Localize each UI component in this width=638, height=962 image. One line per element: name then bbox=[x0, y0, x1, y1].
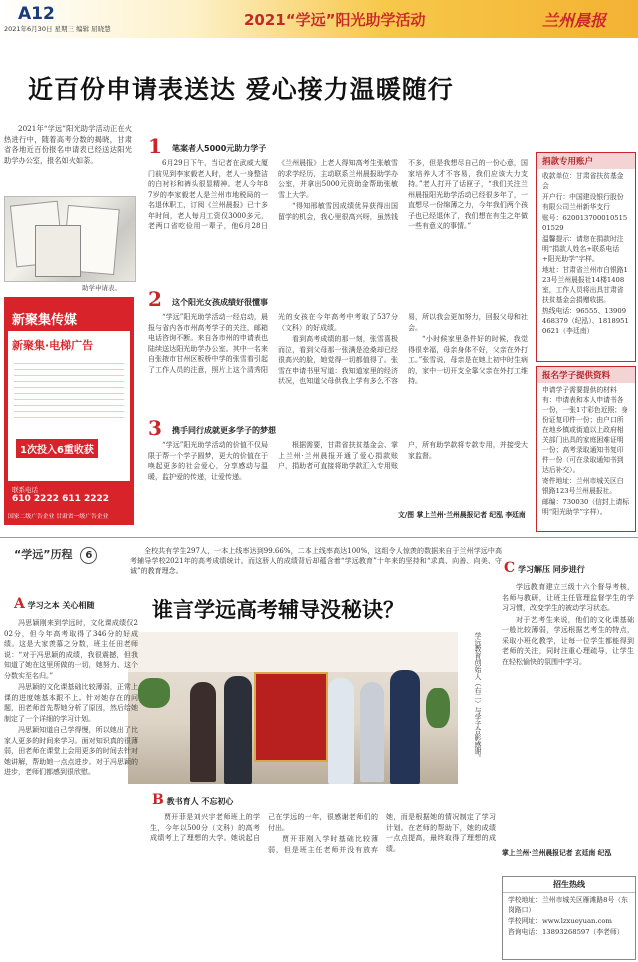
enroll-line: 学校网址：www.lzxueyuan.com bbox=[508, 917, 612, 925]
section-3-paragraph: “学远”阳光助学活动的价值不仅局限于帮一个学子圆梦，更大的价值在于唤起更多的社会爱心，分享感动与温暖，监护爱的传递，让爱传递。 bbox=[148, 441, 268, 481]
photo-caption-vertical: 学远教育创始人（右二）与学子合影感谢。 bbox=[473, 632, 481, 762]
history-label bbox=[14, 546, 97, 564]
paper-logo: 兰州晨报 bbox=[542, 11, 607, 30]
enroll-line: 学校地址：兰州市城关区雁滩路8号（东岗路口） bbox=[508, 896, 628, 914]
section-2-title: 这个阳光女孩成绩好很懂事 bbox=[172, 298, 268, 307]
section-2-body bbox=[148, 312, 528, 416]
intro-paragraph: 2021年“学远”阳光助学活动正在火热进行中，随着高考分数的揭晓，甘肃省各地近百份报名申请表已经送达阳光助学办公室，报名如火如荼。 bbox=[4, 124, 132, 165]
history-label-text: “学远”历程 bbox=[14, 548, 73, 561]
right-subhead-icon: C bbox=[504, 560, 516, 576]
donation-line: 温馨提示：请您在捐款时注明“捐款人姓名+联系电话+阳光助学”字样。 bbox=[542, 235, 624, 263]
materials-box bbox=[536, 366, 636, 532]
left-subhead bbox=[14, 596, 94, 612]
left-story-paragraph: 冯思颖刚来到学远时，文化课成绩仅202分，但今年高考取得了346分的好成绩。这是大家羡慕之分数，班主任田老师说：“对于冯思颖的成绩，我很震撼，但我知道了她在这里所做的一切，她努力、这个分数实至名归。” bbox=[4, 619, 138, 680]
section-1-paragraph: 6月29日下午，当记者在武威大厦门前见到李家毅老人时，老人一身整洁的白衬衫和裤头很显精神。老人今年87岁的李家毅老人是兰州市地税局的一名退休职工，订阅《兰州晨报》已十多年时间，老人每月工资仅3000多元，老两口省吃俭用一辈子，他6月28日《兰州晨报》上老人得知高考生张敏雪的求学经历，主动联系兰州晨报助学办公室，并拿出5000元资助金帮助张敏雪上大学。 bbox=[148, 159, 398, 230]
ad-block bbox=[4, 297, 134, 525]
mid-story-paragraph: 贾开菲是刘兴宇老师班上的学生，今年以500分（文科）的高考成绩考上了理想的大学。她说起自己在学远的一年，很感谢老师们的付出。 bbox=[150, 813, 378, 842]
section-3-body bbox=[148, 440, 528, 510]
section-1-body bbox=[148, 158, 528, 286]
donation-line: 热线电话：96555、13909468379（纪泓）、18189510621（李廷南） bbox=[542, 307, 629, 335]
ad-slogan: 国家二级广告企业 甘肃省一级广告企业 bbox=[8, 514, 109, 520]
donation-account-box bbox=[536, 152, 636, 362]
enroll-line: 咨询电话：13893268597（李老师） bbox=[508, 928, 624, 936]
enroll-details bbox=[503, 893, 635, 940]
history-lead-text: 全校共有学生297人，一本上线率达到99.66%，二本上线率高达100%，这组令人惊羡的数据来自于兰州学远中高考辅导学校2021年的高考成绩统计。而这骄人的成绩背后却蕴含着“学远教育”十年来的坚持和“求真、向善、向美、守诚”的教育理念。 bbox=[130, 547, 502, 575]
left-story-paragraph: 冯思颖知道自己学得慢，所以她出了比家人更多的时间来学习。面对知识真的很薄弱，田老师在课堂上会用更多的时间去针对她讲解，帮助她一点点进步。对于冯思颖的进步，老师们都感到很欣慰。 bbox=[4, 726, 138, 776]
banner-title bbox=[244, 9, 425, 30]
left-story-paragraph: 冯思颖的文化课基础比较薄弱，正常上课的进度她基本跟不上。针对她存在的问题，田老师首先帮她分析了原因，然后给她制定了一个详细的学习计划。 bbox=[4, 683, 138, 723]
right-story-paragraph: 对于艺考生来说，他们的文化课基础一般比较薄弱，学远根据艺考生的特点，采取小班化教学，让每一位学生都能得到老师的关注，同时注重心理疏导，让学生在轻松愉快的氛围中学习。 bbox=[502, 615, 634, 666]
group-photo bbox=[128, 632, 458, 784]
donation-account-title: 捐款专用账户 bbox=[537, 153, 635, 169]
story-byline: 掌上兰州·兰州晨报记者 玄廷南 纪泓 bbox=[502, 849, 612, 857]
section-3-title: 携手同行成就更多学子的梦想 bbox=[172, 426, 276, 435]
mid-subhead-icon: B bbox=[152, 792, 164, 808]
donation-line: 账号：62001370001051501529 bbox=[542, 214, 628, 232]
donation-line: 地址：甘肃省兰州市白银路123号兰州晨报社14楼1408室，工作人员将出具甘肃省扶贫基金会捐赠收据。 bbox=[542, 266, 628, 304]
materials-line: 邮编：730030（信封上请标明“阳光助学”字样）。 bbox=[542, 498, 630, 516]
mid-story-paragraph: 贾开菲刚入学时基础比较薄弱，但是班主任老师并没有放弃她，而是根据她的情况制定了学习计划。在老师的帮助下，她的成绩一点点提高，最终取得了理想的成绩。 bbox=[268, 813, 496, 854]
left-story-body bbox=[4, 618, 138, 954]
banner-title-text: “学远”阳光助学活动 bbox=[285, 11, 426, 29]
section-2-paragraph: “小时候家里条件好的时候，我觉得很幸福，母亲身体不好，父亲在外打工。”张雪说，母亲是在她上初中时生病的，家中一切开支全靠父亲在外打工维持。 bbox=[408, 335, 528, 385]
photo-caption: 助学申请表。 bbox=[82, 284, 121, 292]
materials-line: 寄件地址：兰州市城关区白银路123号兰州晨报社。 bbox=[542, 477, 624, 495]
right-subhead-text: 学习解压 同步进行 bbox=[517, 565, 585, 574]
banner-year: 2021 bbox=[244, 11, 286, 29]
section-divider bbox=[0, 537, 638, 538]
history-lead bbox=[130, 546, 502, 588]
mid-subhead-text: 教书育人 不忘初心 bbox=[166, 797, 234, 806]
date-line: 2021年6月30日 星期三 编辑 屈晓慧 bbox=[4, 25, 111, 33]
ad-brand-sub: 新聚集·电梯广告 bbox=[12, 339, 94, 352]
section-3-number: 3 bbox=[148, 416, 162, 440]
history-number: 6 bbox=[80, 547, 97, 564]
section-2-number: 2 bbox=[148, 287, 162, 311]
section-2-paragraph: “学远”阳光助学活动一经启动，晨报与省内各市州高考学子的关注，邮箱电话咨询不断。来自各市州的申请表也陆续送达阳光助学办公室。其中一名来自张掖市甘州区板桥中学的张雪看引起了工作人员的注意，照片上这个清秀阳光的女孩在今年高考中考取了537分（文科）的好成绩。 bbox=[148, 313, 398, 374]
ad-brand: 新聚集传媒 bbox=[12, 313, 78, 328]
section-1-paragraph: “得知邢敏雪因成绩优异获得出国留学的机会，我心里很高兴呀，虽然钱不多，但是我想尽自己的一份心意，国家培养人才不容易，我们应该大力支持。”老人打开了话匣子，“我们关注兰州晨报阳光助学活动已经很多年了，一直想尽一份绵薄之力，今年我们两个孩子也已经退休了，我们想在有生之年做一些有意义的事情。” bbox=[278, 159, 528, 230]
section-2-paragraph: 看到高考成绩的那一刻，张雪喜极而泣，看到父母那一张满是沧桑却已经很高兴的脸，她觉得一切都值得了。张雪在申请书里写道：我知道家里的经济状况，也知道父母供我上学有多么不容易，所以我会更加努力，回报父母和社会。 bbox=[278, 313, 528, 385]
donation-line: 开户行：中国建设银行股份有限公司兰州新华支行 bbox=[542, 193, 624, 211]
mid-story-body bbox=[150, 812, 496, 954]
left-subhead-text: 学习之本 关心相随 bbox=[27, 601, 95, 610]
intro-text bbox=[4, 124, 132, 190]
application-photo bbox=[4, 196, 136, 282]
ad-hotline-label: 联系电话 bbox=[12, 486, 38, 494]
enroll-title: 招生热线 bbox=[503, 877, 635, 893]
materials-title: 报名学子提供资料 bbox=[537, 367, 635, 383]
section-byline: 文/图 掌上兰州·兰州晨报记者 纪泓 李廷南 bbox=[398, 511, 526, 519]
right-story-body bbox=[502, 582, 634, 844]
page-code: A12 bbox=[18, 4, 55, 24]
section-3-paragraph: 根据需要，甘肃省扶贫基金会、掌上兰州·兰州晨报开通了爱心捐款账户，捐助者可直接将助学款汇入专用账户，所有助学款将专款专用，并接受大家监督。 bbox=[278, 441, 528, 470]
section-1-title: 笔案者人5000元助力学子 bbox=[172, 144, 267, 153]
mid-subhead bbox=[152, 792, 233, 808]
story-title: 谁言学远高考辅导没秘诀？ bbox=[152, 598, 404, 622]
section-1-number: 1 bbox=[148, 134, 162, 158]
left-subhead-icon: A bbox=[14, 596, 25, 612]
right-story-paragraph: 学远教育建立三级十六个督导考核，名师与教研，让班主任管理监督学生的学习习惯，改变学生的被动学习状态。 bbox=[502, 583, 634, 612]
materials-line: 申请学子需要提供的材料有：申请表和本人申请书各一份，一张1寸彩色近照；身份证复印件一份；由户口所在地乡镇或街道以上政府相关部门出具的家庭困难证明一份；高考录取通知书复印件一份（可在录取通知书到达后补交）。 bbox=[542, 386, 628, 474]
ad-promo: 1次投入6重收获 bbox=[16, 439, 98, 458]
donation-line: 收款单位：甘肃省扶贫基金会 bbox=[542, 172, 624, 190]
right-subhead bbox=[504, 560, 585, 576]
enroll-box bbox=[502, 876, 636, 960]
ad-hotline: 610 2222 611 2222 bbox=[12, 494, 110, 504]
headline: 近百份申请表送达 爱心接力温暖随行 bbox=[28, 75, 454, 104]
